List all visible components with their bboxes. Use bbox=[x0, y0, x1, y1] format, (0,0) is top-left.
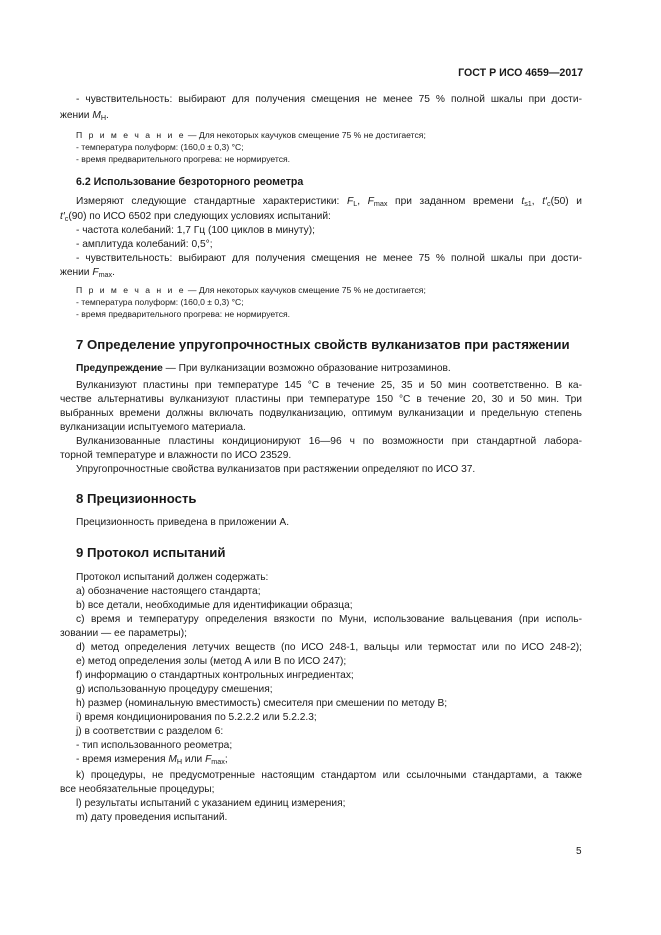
document-header: ГОСТ Р ИСО 4659—2017 bbox=[458, 67, 583, 79]
note-1-line-3: - время предварительного прогрева: не нормируется. bbox=[76, 154, 291, 164]
s7-line-3: выбранных времени должны включать подвулканизацию, оптимум вулканизации и предельную степень bbox=[60, 408, 582, 419]
page-number: 5 bbox=[576, 846, 582, 857]
section-8-title: 8 Прецизионность bbox=[76, 491, 197, 506]
s9-item-j: j) в соответствии с разделом 6: bbox=[76, 726, 224, 737]
s9-item-a: a) обозначение настоящего стандарта; bbox=[76, 586, 261, 597]
s62-line-3: - частота колебаний: 1,7 Гц (100 циклов в минуту); bbox=[76, 225, 315, 236]
section-9-title: 9 Протокол испытаний bbox=[76, 545, 226, 560]
sensitivity-line-2: жении $M_H$. bbox=[60, 110, 109, 122]
s7-line-1: Вулканизуют пластины при температуре 145 °C в течение 25, 35 и 50 мин соответственно. В ка- bbox=[76, 380, 582, 391]
s62-line-4: - амплитуда колебаний: 0,5°; bbox=[76, 239, 213, 250]
note-1-line-1: П р и м е ч а н и е — Для некоторых каучуков смещение 75 % не достигается; bbox=[76, 130, 426, 140]
note-1-line-2: - температура полуформ: (160,0 ± 0,3) °C; bbox=[76, 142, 244, 152]
s62-line-6: жении $F_{max}$. bbox=[60, 267, 115, 279]
note-2-line-1: П р и м е ч а н и е — Для некоторых каучуков смещение 75 % не достигается; bbox=[76, 285, 426, 295]
s9-intro: Протокол испытаний должен содержать: bbox=[76, 572, 269, 583]
s7-line-7: Упругопрочностные свойства вулканизатов при растяжении определяют по ИСО 37. bbox=[76, 464, 476, 475]
s9-item-b: b) все детали, необходимые для идентификации образца; bbox=[76, 600, 353, 611]
s9-item-k-line-1: k) процедуры, не предусмотренные настоящим стандартом или ссылочными стандартами, а также bbox=[76, 770, 582, 781]
s9-item-j-sub-2: - время измерения $M_H$ или $F_{max}$; bbox=[76, 754, 228, 766]
s62-line-5: - чувствительность: выбирают для получения смещения не менее 75 % полной шкалы при дости- bbox=[76, 253, 582, 264]
s9-item-d: d) метод определения летучих веществ (по ИСО 248-1, вальцы или термостат или по ИСО 248-2); bbox=[76, 642, 582, 653]
note-2-line-3: - время предварительного прогрева: не нормируется. bbox=[76, 309, 291, 319]
s7-line-6: торной температуре и влажности по ИСО 23529. bbox=[60, 450, 292, 461]
s9-item-k-line-2: все необязательные процедуры; bbox=[60, 784, 215, 795]
s9-item-c-line-1: c) время и температуру определения вязкости по Муни, использование вальцевания (при исполь- bbox=[76, 614, 582, 625]
s9-item-c-line-2: зовании — ее параметры); bbox=[60, 628, 187, 639]
s7-line-5: Вулканизованные пластины кондиционируют 16—96 ч по возможности при стандартной лабора- bbox=[76, 436, 582, 447]
note-2-line-2: - температура полуформ: (160,0 ± 0,3) °C; bbox=[76, 297, 244, 307]
section-7-title: 7 Определение упругопрочностных свойств вулканизатов при растяжении bbox=[76, 337, 570, 352]
s8-line-1: Прецизионность приведена в приложении А. bbox=[76, 517, 290, 528]
s9-item-g: g) использованную процедуру смешения; bbox=[76, 684, 273, 695]
s9-item-m: m) дату проведения испытаний. bbox=[76, 812, 228, 823]
s9-item-f: f) информацию о стандартных контрольных ингредиентах; bbox=[76, 670, 354, 681]
s9-item-e: e) метод определения золы (метод А или В по ИСО 247); bbox=[76, 656, 347, 667]
sensitivity-line-1: - чувствительность: выбирают для получения смещения не менее 75 % полной шкалы при дости- bbox=[76, 94, 582, 105]
s7-line-4: вулканизации испытуемого материала. bbox=[60, 422, 246, 433]
s9-item-i: i) время кондиционирования по 5.2.2.2 или 5.2.2.3; bbox=[76, 712, 317, 723]
s7-warning: Предупреждение — При вулканизации возможно образование нитрозаминов. bbox=[76, 363, 451, 374]
s9-item-l: l) результаты испытаний с указанием единиц измерения; bbox=[76, 798, 346, 809]
s9-item-j-sub-1: - тип использованного реометра; bbox=[76, 740, 233, 751]
s9-item-h: h) размер (номинальную вместимость) смесителя при смешении по методу В; bbox=[76, 698, 448, 709]
s7-line-2: честве альтернативы вулканизуют пластины при температуре 150 °C в течение 20, 30 и 50 мин. Три bbox=[60, 394, 582, 405]
s62-line-2: $t'_c(90)$ по ИСО 6502 при следующих условиях испытаний: bbox=[60, 211, 331, 223]
section-6-2-title: 6.2 Использование безроторного реометра bbox=[76, 176, 304, 188]
s62-line-1: Измеряют следующие стандартные характеристики: $F_L$, $F_{max}$ при заданном времени $t_{s1}$, $t'_c(50)$ и bbox=[76, 196, 582, 208]
